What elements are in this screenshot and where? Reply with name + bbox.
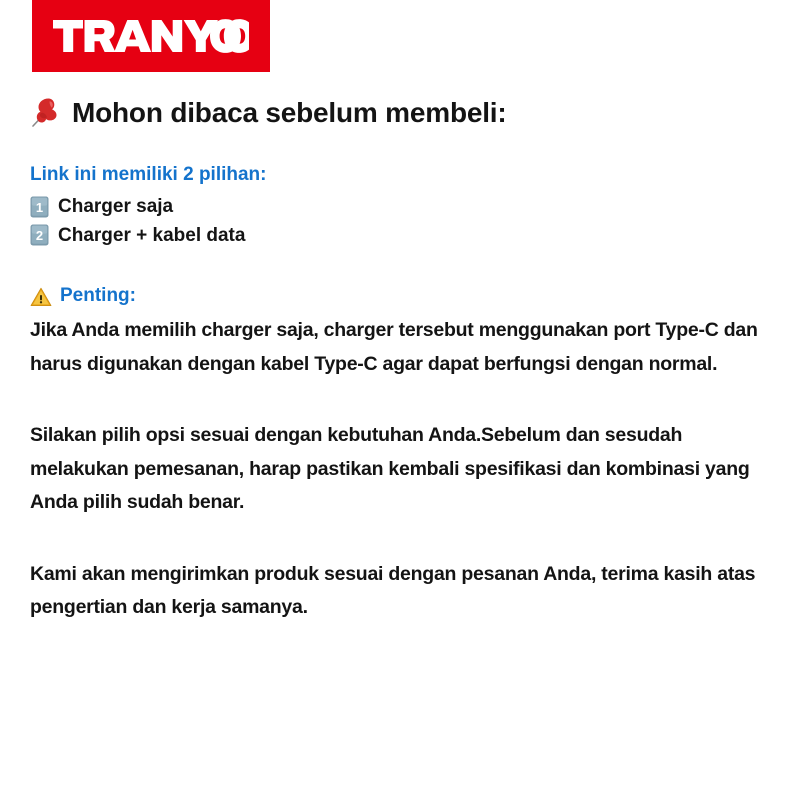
list-item bbox=[30, 195, 782, 219]
pushpin-icon bbox=[30, 96, 60, 130]
important-body-text: Jika Anda memilih charger saja, charger tersebut menggunakan port Type-C dan harus digunakan dengan kabel Type-C agar dapat berfungsi dengan normal. bbox=[30, 319, 758, 375]
paragraph-choose-option: Silakan pilih opsi sesuai dengan kebutuhan Anda.Sebelum dan sesudah melakukan pemesanan, harap pastikan kembali spesifikasi dan kombinasi yang Anda pilih sudah benar. bbox=[30, 424, 750, 514]
brand-logo bbox=[32, 0, 270, 72]
svg-text:1: 1 bbox=[35, 199, 44, 215]
tranyoo-wordmark-icon bbox=[53, 16, 249, 56]
content-area bbox=[30, 96, 782, 625]
page-title-text: Mohon dibaca sebelum membeli: bbox=[72, 97, 507, 128]
option-label: Charger saja bbox=[58, 195, 174, 217]
options-list bbox=[30, 195, 782, 248]
page-title bbox=[30, 96, 782, 130]
warning-triangle-icon bbox=[30, 287, 52, 307]
paragraph-thanks: Kami akan mengirimkan produk sesuai dengan pesanan Anda, terima kasih atas pengertian dan kerja samanya. bbox=[30, 562, 756, 619]
svg-text:2: 2 bbox=[35, 228, 44, 244]
keycap-two-icon bbox=[30, 224, 49, 246]
important-title-text: Penting: bbox=[60, 285, 136, 307]
options-section-title: Link ini memiliki 2 pilihan: bbox=[30, 164, 267, 185]
list-item bbox=[30, 224, 782, 248]
keycap-one-icon bbox=[30, 196, 49, 218]
option-label: Charger + kabel data bbox=[58, 224, 246, 246]
important-section-title bbox=[30, 285, 782, 308]
